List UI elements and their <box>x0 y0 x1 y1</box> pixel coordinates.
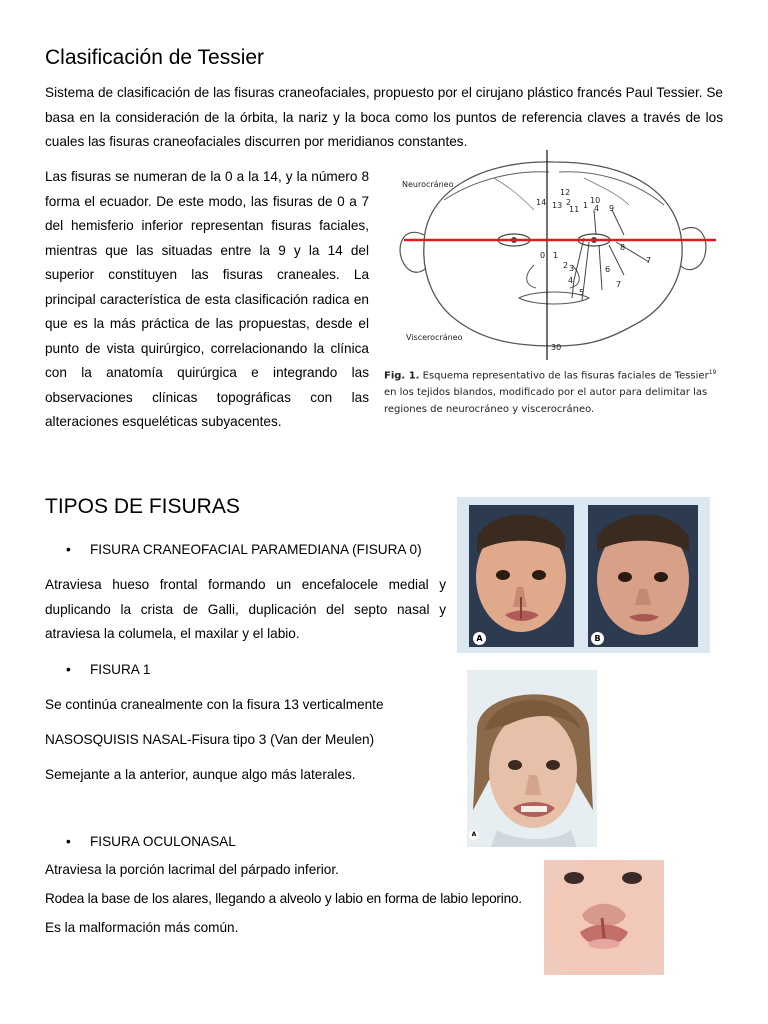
item-paragraph: Semejante a la anterior, aunque algo más laterales. <box>45 767 356 782</box>
photo-child-smiling <box>467 670 597 847</box>
diagram-num: 1 <box>553 251 559 260</box>
figure-caption-prefix: Fig. 1. <box>384 370 420 382</box>
diagram-label-top: Neurocráneo <box>402 180 454 189</box>
figure-caption-superscript: 19 <box>708 369 717 376</box>
diagram-num: 10 <box>590 196 601 205</box>
diagram-num: 5 <box>579 288 585 297</box>
item-paragraph: Rodea la base de los alares, llegando a alveolo y labio en forma de labio leporino. <box>45 891 522 906</box>
diagram-num: 2 <box>563 261 569 270</box>
page-title: Clasificación de Tessier <box>45 46 265 69</box>
photo-label-b: B <box>591 632 604 645</box>
tessier-diagram <box>384 150 724 360</box>
diagram-num: 3 <box>569 264 575 273</box>
item-paragraph: Se continúa cranealmente con la fisura 13 verticalmente <box>45 697 384 712</box>
numbering-paragraph: Las fisuras se numeran de la 0 a la 14, y la número 8 forma el ecuador. De este modo, las fisuras de 0 a 7 del hemisferio inferior representan fisuras faciales, mientras que las situadas entre la 9 y la 14 del superior constituyen las fisuras craneales. La principal característica de esta clasificación radica en que es la más práctica de las propuestas, desde el punto de vista quirúrgico, correlacionando la clínica con la anatomía quirúrgica e integrando las observaciones clínicas topográficas con las alteraciones esqueléticas subyacentes. <box>45 169 369 429</box>
tessier-face-diagram <box>384 150 724 360</box>
diagram-num: 14 <box>536 198 547 207</box>
photo-label-c: A <box>469 830 479 840</box>
figure-caption <box>384 364 722 418</box>
bullet-label: FISURA OCULONASAL <box>90 834 236 849</box>
photo-infant-cleft-lip <box>544 860 664 975</box>
diagram-num: 12 <box>560 188 571 197</box>
bullet-dot: • <box>66 542 71 557</box>
diagram-num: 4 <box>568 276 574 285</box>
diagram-num: 4 <box>594 204 600 213</box>
item-paragraph: Atraviesa la porción lacrimal del párpado inferior. <box>45 862 339 877</box>
bullet-label: FISURA CRANEOFACIAL PARAMEDIANA (FISURA 0) <box>90 542 422 557</box>
item-paragraph: Atraviesa hueso frontal formando un encefalocele medial y duplicando la crista de Galli, duplicación del septo nasal y atraviesa la columela, el maxilar y el labio. <box>45 577 446 641</box>
diagram-num: 7 <box>616 280 622 289</box>
figure-caption-text: Esquema representativo de las fisuras faciales de Tessier <box>419 370 709 382</box>
section-title: TIPOS DE FISURAS <box>45 495 240 518</box>
intro-paragraph: Sistema de clasificación de las fisuras craneofaciales, propuesto por el cirujano plástico francés Paul Tessier. Se basa en la consideración de la órbita, la nariz y la boca como los puntos de referencia claves a través de los cuales las fisuras craneofaciales discurren por meridianos constantes. <box>45 85 723 149</box>
item-paragraph: Es la malformación más común. <box>45 920 239 935</box>
diagram-num: 13 <box>552 201 563 210</box>
diagram-num: 1 <box>583 201 589 210</box>
diagram-num: 7 <box>646 256 652 265</box>
diagram-num: 30 <box>551 343 562 352</box>
photo-oculonasal <box>544 860 664 975</box>
diagram-num: 8 <box>620 243 626 252</box>
diagram-label-bottom: Viscerocráneo <box>406 333 463 342</box>
photo-child-a-and-b <box>457 497 710 653</box>
figure-caption-rest: en los tejidos blandos, modificado por el autor para delimitar las regiones de neurocráneo y viscerocráneo. <box>384 387 708 416</box>
bullet-label: FISURA 1 <box>90 662 151 677</box>
item-paragraph: NASOSQUISIS NASAL-Fisura tipo 3 (Van der Meulen) <box>45 732 375 747</box>
photo-panel-fisura-0 <box>457 497 710 653</box>
photo-label-a: A <box>473 632 486 645</box>
bullet-dot: • <box>66 834 71 849</box>
diagram-num: 6 <box>605 265 611 274</box>
bullet-dot: • <box>66 662 71 677</box>
diagram-num: 11 <box>569 205 580 214</box>
diagram-num: 2 <box>566 198 572 207</box>
diagram-num: 9 <box>609 204 615 213</box>
diagram-num: 0 <box>540 251 546 260</box>
photo-fisura-1 <box>467 670 597 847</box>
